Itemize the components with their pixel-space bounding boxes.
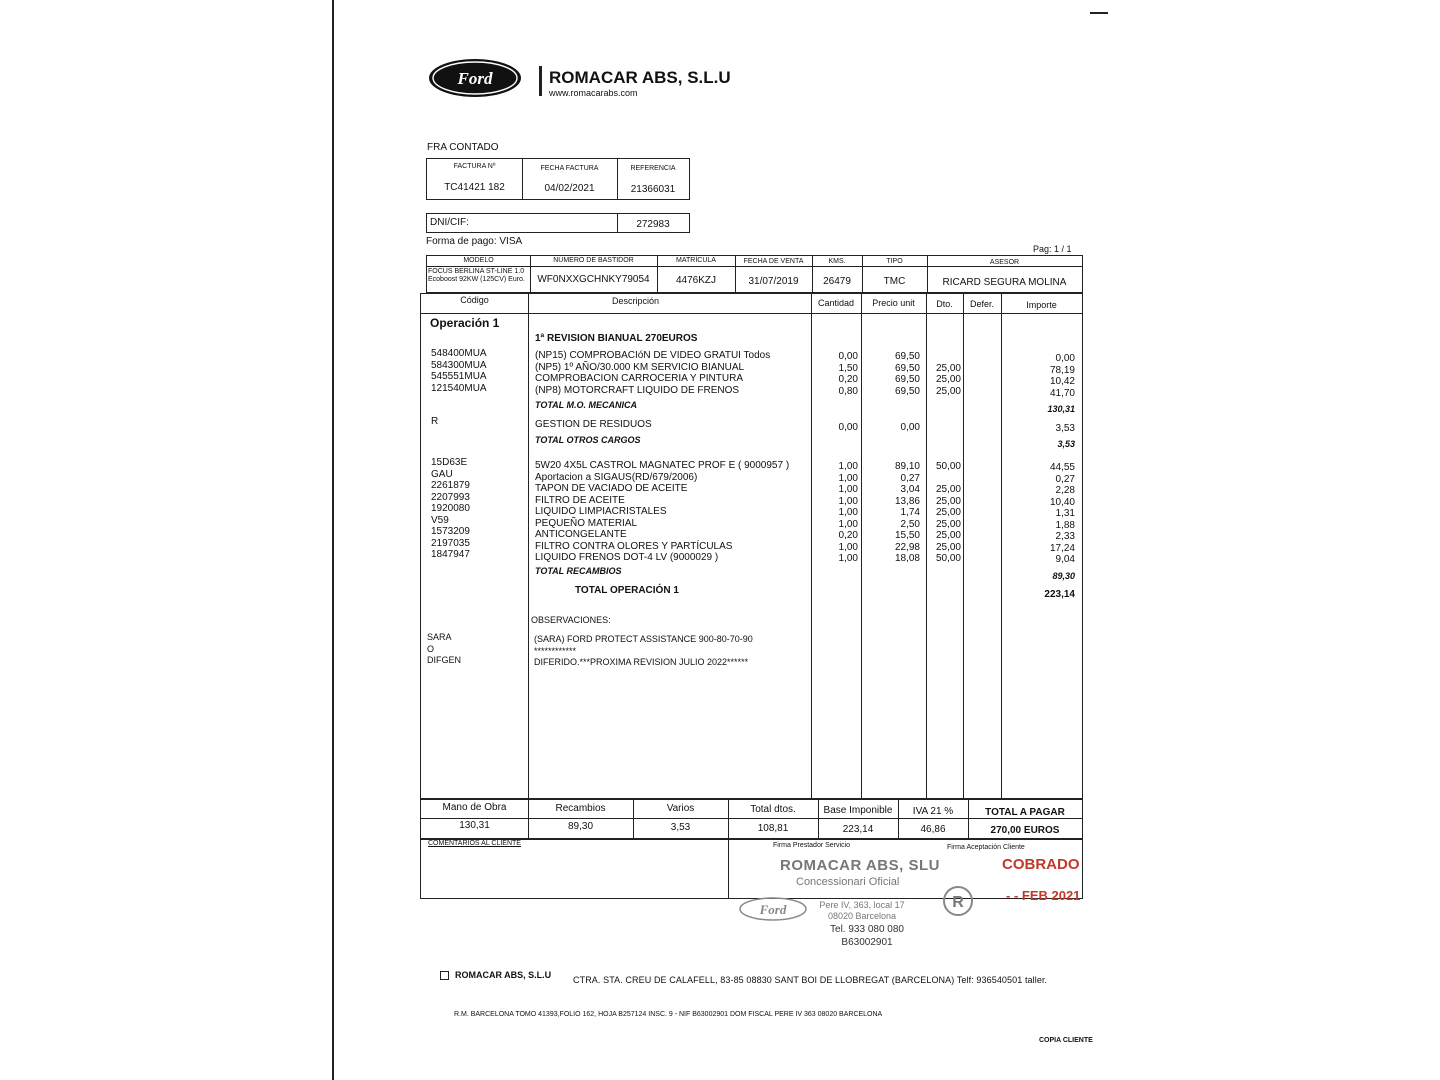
sign-client-label: Firma Aceptación Cliente (947, 844, 1025, 851)
total-mano-obra: 130,31 (459, 820, 490, 831)
col-codigo: Código (460, 295, 489, 305)
line-dto: 50,00 (935, 461, 961, 472)
obs-line: (SARA) FORD PROTECT ASSISTANCE 900-80-70-90 (534, 634, 753, 644)
obs-line: ************ (534, 645, 577, 656)
stamp-contact (812, 923, 922, 949)
parts-descs (535, 460, 789, 564)
labour-importe (1015, 353, 1075, 399)
total-pagar-label: TOTAL A PAGAR (985, 807, 1065, 818)
line-code: 548400MUA (431, 348, 487, 359)
footer-checkbox-icon (440, 971, 449, 980)
stamp-phone: Tel. 933 080 080 (830, 924, 904, 935)
reference-label: REFERENCIA (630, 165, 676, 172)
col-precio-unit: Precio unit (872, 298, 915, 308)
scan-edge (1090, 12, 1108, 14)
line-desc: LIQUIDO LIMPIACRISTALES (535, 506, 667, 517)
base-imponible: 223,14 (842, 824, 874, 835)
line-code: GAU (431, 468, 453, 480)
line-qty: 1,00 (838, 461, 858, 472)
total-recambios: 89,30 (567, 821, 594, 832)
line-importe: 0,00 (1055, 353, 1075, 364)
line-dto: 25,00 (935, 507, 961, 518)
line-qty: 0,80 (838, 385, 858, 397)
line-code: 2261879 (431, 480, 470, 491)
labour-descs (535, 350, 770, 396)
line-code: 1573209 (431, 526, 470, 537)
labour-price (870, 351, 920, 397)
vehicle-matricula: 4476KZJ (675, 275, 717, 286)
line-dto: 25,00 (935, 495, 961, 507)
line-desc: PEQUEÑO MATERIAL (535, 517, 638, 529)
line-importe: 2,28 (1055, 485, 1075, 496)
parts-total-label: TOTAL RECAMBIOS (535, 566, 622, 576)
line-desc: LIQUIDO FRENOS DOT-4 LV (9000029 ) (535, 552, 719, 563)
col-dto: Dto. (936, 299, 953, 309)
line-price: 69,50 (894, 374, 920, 385)
line-importe: 9,04 (1055, 554, 1075, 565)
total-dtos: 108,81 (757, 823, 789, 834)
line-qty: 1,00 (838, 472, 858, 484)
line-desc: Aportacion a SIGAUS(RD/679/2006) (535, 471, 698, 483)
stamp-address (812, 900, 912, 922)
observations-label: OBSERVACIONES: (531, 615, 611, 625)
line-desc: ANTICONGELANTE (535, 529, 627, 540)
total-pagar: 270,00 EUROS (990, 825, 1060, 836)
stamp-ford-logo (738, 896, 808, 922)
line-dto: 25,00 (935, 385, 961, 397)
footer-registry: R.M. BARCELONA TOMO 41393,FOLIO 162, HOJA B257124 INSC. 9 - NIF B63002901 DOM FISCAL PERE IV 363 08020 BARCELONA (454, 1011, 883, 1018)
company-website: www.romacarabs.com (549, 88, 638, 98)
line-importe: 2,33 (1055, 531, 1075, 542)
line-dto: 50,00 (935, 553, 961, 564)
iva-amount: 46,86 (920, 824, 946, 835)
other-code: R (431, 416, 439, 427)
obs-code: SARA (427, 632, 452, 642)
col-fecha-venta: FECHA DE VENTA (743, 258, 804, 265)
dni-box (426, 213, 690, 233)
reference: 21366031 (630, 184, 676, 195)
line-code: V59 (431, 514, 449, 526)
line-price: 3,04 (900, 484, 920, 495)
line-importe: 0,27 (1055, 473, 1075, 485)
other-price: 0,00 (900, 422, 920, 433)
line-importe: 44,55 (1049, 462, 1075, 473)
line-desc: (NP5) 1º AÑO/30.000 KM SERVICIO BIANUAL (535, 361, 745, 373)
col-cantidad: Cantidad (817, 298, 855, 308)
line-importe: 10,42 (1049, 376, 1075, 387)
line-qty: 0,20 (838, 530, 858, 541)
line-dto: 25,00 (935, 362, 961, 374)
line-qty: 1,00 (838, 553, 858, 564)
operation-title: Operación 1 (430, 316, 500, 330)
vehicle-kms: 26479 (823, 276, 851, 287)
stamp-nif: B63002901 (841, 937, 893, 948)
line-desc: FILTRO CONTRA OLORES Y PARTÍCULAS (535, 540, 733, 552)
vehicle-bastidor: WF0NXXGCHNKY79054 (537, 274, 650, 285)
signatures-box (420, 839, 1083, 899)
line-code: 545551MUA (431, 371, 487, 382)
line-desc: FILTRO DE ACEITE (535, 494, 625, 506)
footer-address: CTRA. STA. CREU DE CALAFELL, 83-85 08830 SANT BOI DE LLOBREGAT (BARCELONA) Telf: 936540501 taller. (573, 975, 1048, 985)
vehicle-fecha-venta: 31/07/2019 (748, 276, 799, 287)
parts-total: 89,30 (1052, 571, 1075, 581)
line-desc: (NP15) COMPROBACIóN DE VIDEO GRATUI Todos (535, 350, 771, 361)
line-importe: 10,40 (1049, 496, 1075, 508)
parts-dto (925, 461, 961, 565)
total-recambios-label: Recambios (555, 803, 606, 814)
line-code: 15D63E (431, 457, 468, 468)
line-price: 15,50 (894, 530, 920, 541)
line-dto: 25,00 (935, 518, 961, 530)
line-price: 69,50 (894, 351, 920, 362)
line-importe: 1,88 (1055, 519, 1075, 531)
scan-edge (332, 0, 334, 1080)
total-varios-label: Varios (666, 803, 695, 814)
invoice-type: FRA CONTADO (427, 142, 499, 153)
operation-total: 223,14 (1044, 589, 1075, 600)
base-imponible-label: Base Imponible (823, 805, 893, 816)
total-dtos-label: Total dtos. (750, 804, 796, 815)
col-descripcion: Descripción (611, 296, 660, 306)
stamp-ford-logo-text: Ford (759, 902, 787, 917)
vehicle-box (426, 255, 1083, 293)
col-asesor: ASESOR (989, 259, 1020, 266)
ford-logo (428, 58, 522, 98)
parts-price (870, 461, 920, 565)
vehicle-model-line1: FOCUS BERLINA ST-LINE 1.0 (428, 268, 525, 275)
r-badge-icon (943, 886, 973, 916)
line-dto: 25,00 (935, 530, 961, 541)
line-dto (925, 351, 961, 363)
copy-label: COPIA CLIENTE (1039, 1037, 1093, 1044)
paid-stamp: COBRADO (1002, 856, 1080, 873)
obs-line: DIFERIDO.***PROXIMA REVISION JULIO 2022****** (534, 657, 749, 667)
stamp-subtitle: Concessionari Oficial (796, 876, 900, 888)
other-desc: GESTION DE RESIDUOS (535, 419, 652, 430)
line-price: 89,10 (894, 461, 920, 472)
comments-label: COMENTARIOS AL CLIENTE (428, 840, 521, 847)
section-title: 1ª REVISION BIANUAL 270EUROS (535, 333, 698, 344)
obs-code: DIFGEN (427, 655, 462, 665)
labour-total: 130,31 (1047, 404, 1075, 414)
col-tipo: TIPO (886, 258, 903, 265)
line-qty: 1,00 (838, 484, 858, 495)
line-desc: COMPROBACION CARROCERIA Y PINTURA (535, 373, 743, 384)
line-price: 18,08 (894, 553, 920, 564)
col-importe: Importe (1026, 300, 1057, 310)
sign-provider-label: Firma Prestador Servicio (773, 842, 851, 849)
invoice-number-label: FACTURA Nº (453, 163, 496, 170)
header-divider (539, 66, 542, 96)
line-code: 2197035 (431, 537, 470, 549)
line-qty: 1,00 (838, 507, 858, 518)
company-name: ROMACAR ABS, S.L.U (549, 68, 731, 87)
ford-logo-text: Ford (457, 69, 493, 88)
line-dto: 25,00 (935, 374, 961, 385)
line-code: 1920080 (431, 503, 470, 514)
line-price: 0,27 (900, 472, 920, 484)
stamp-company: ROMACAR ABS, SLU (780, 857, 940, 874)
line-qty: 1,00 (838, 518, 858, 530)
parts-qty (810, 461, 858, 565)
iva-label: IVA 21 % (912, 806, 954, 817)
line-code: 2207993 (431, 491, 470, 503)
labour-total-label: TOTAL M.O. MECANICA (535, 400, 637, 410)
line-code: 121540MUA (431, 382, 487, 394)
col-matricula: MATRÍCULA (676, 257, 716, 264)
line-dto (925, 473, 961, 485)
line-importe: 41,70 (1049, 387, 1075, 399)
line-desc: TAPON DE VACIADO DE ACEITE (535, 483, 688, 494)
paid-date: - - FEB 2021 (1006, 888, 1081, 903)
invoice-date-label: FECHA FACTURA (540, 165, 599, 172)
labour-dto (925, 351, 961, 397)
line-qty: 0,00 (838, 351, 858, 362)
stamp-address-line: 08020 Barcelona (827, 911, 897, 921)
labour-codes (431, 348, 487, 394)
line-price: 1,74 (900, 507, 920, 518)
line-price: 69,50 (894, 362, 920, 374)
invoice-header-box (426, 158, 690, 200)
parts-codes (431, 457, 470, 561)
page-number: Pag: 1 / 1 (1033, 244, 1072, 254)
line-dto: 25,00 (935, 541, 961, 553)
vehicle-asesor: RICARD SEGURA MOLINA (942, 277, 1067, 288)
obs-code: O (427, 643, 435, 654)
other-total-label: TOTAL OTROS CARGOS (535, 435, 641, 445)
operation-total-label: TOTAL OPERACIÓN 1 (575, 585, 679, 596)
line-price: 2,50 (900, 518, 920, 530)
invoice-date: 04/02/2021 (544, 183, 595, 194)
line-importe: 78,19 (1049, 364, 1075, 376)
parts-importe (1015, 462, 1075, 566)
line-code: 584300MUA (431, 359, 487, 371)
line-qty: 1,00 (838, 541, 858, 553)
total-varios: 3,53 (670, 822, 691, 833)
line-desc: 5W20 4X5L CASTROL MAGNATEC PROF E ( 9000957 ) (535, 460, 790, 471)
line-qty: 0,20 (838, 374, 858, 385)
col-defer: Defer. (969, 299, 994, 309)
line-price: 22,98 (894, 541, 920, 553)
line-qty: 1,50 (838, 362, 858, 374)
dni-label: DNI/CIF: (430, 217, 469, 228)
line-price: 69,50 (894, 385, 920, 397)
other-qty: 0,00 (838, 422, 858, 433)
line-price: 13,86 (894, 495, 920, 507)
col-kms: KMS. (828, 258, 846, 265)
labour-qty (810, 351, 858, 397)
other-total: 3,53 (1057, 439, 1075, 449)
totals-box (420, 799, 1083, 839)
col-bastidor: NÚMERO DE BASTIDOR (553, 257, 634, 264)
total-mano-obra-label: Mano de Obra (442, 802, 507, 813)
vehicle-tipo: TMC (883, 276, 906, 287)
line-code: 1847947 (431, 549, 470, 560)
other-importe: 3,53 (1055, 423, 1075, 434)
observations-codes (427, 632, 461, 667)
observations-lines (534, 634, 753, 669)
stamp-address-line: Pere IV, 363, local 17 (819, 900, 905, 910)
footer-company: ROMACAR ABS, S.L.U (455, 970, 552, 980)
svg-text:R: R (952, 894, 964, 911)
line-importe: 1,31 (1055, 508, 1075, 519)
invoice-number: TC41421 182 (444, 182, 505, 193)
line-importe: 17,24 (1049, 542, 1075, 554)
vehicle-model-line2: Ecoboost 92KW (125CV) Euro. (428, 276, 525, 283)
line-qty: 1,00 (838, 495, 858, 507)
payment-method: Forma de pago: VISA (426, 236, 523, 247)
line-desc: (NP8) MOTORCRAFT LIQUIDO DE FRENOS (535, 384, 740, 396)
dni-value: 272983 (636, 219, 670, 230)
col-modelo: MODELO (463, 257, 494, 264)
line-dto: 25,00 (935, 484, 961, 495)
